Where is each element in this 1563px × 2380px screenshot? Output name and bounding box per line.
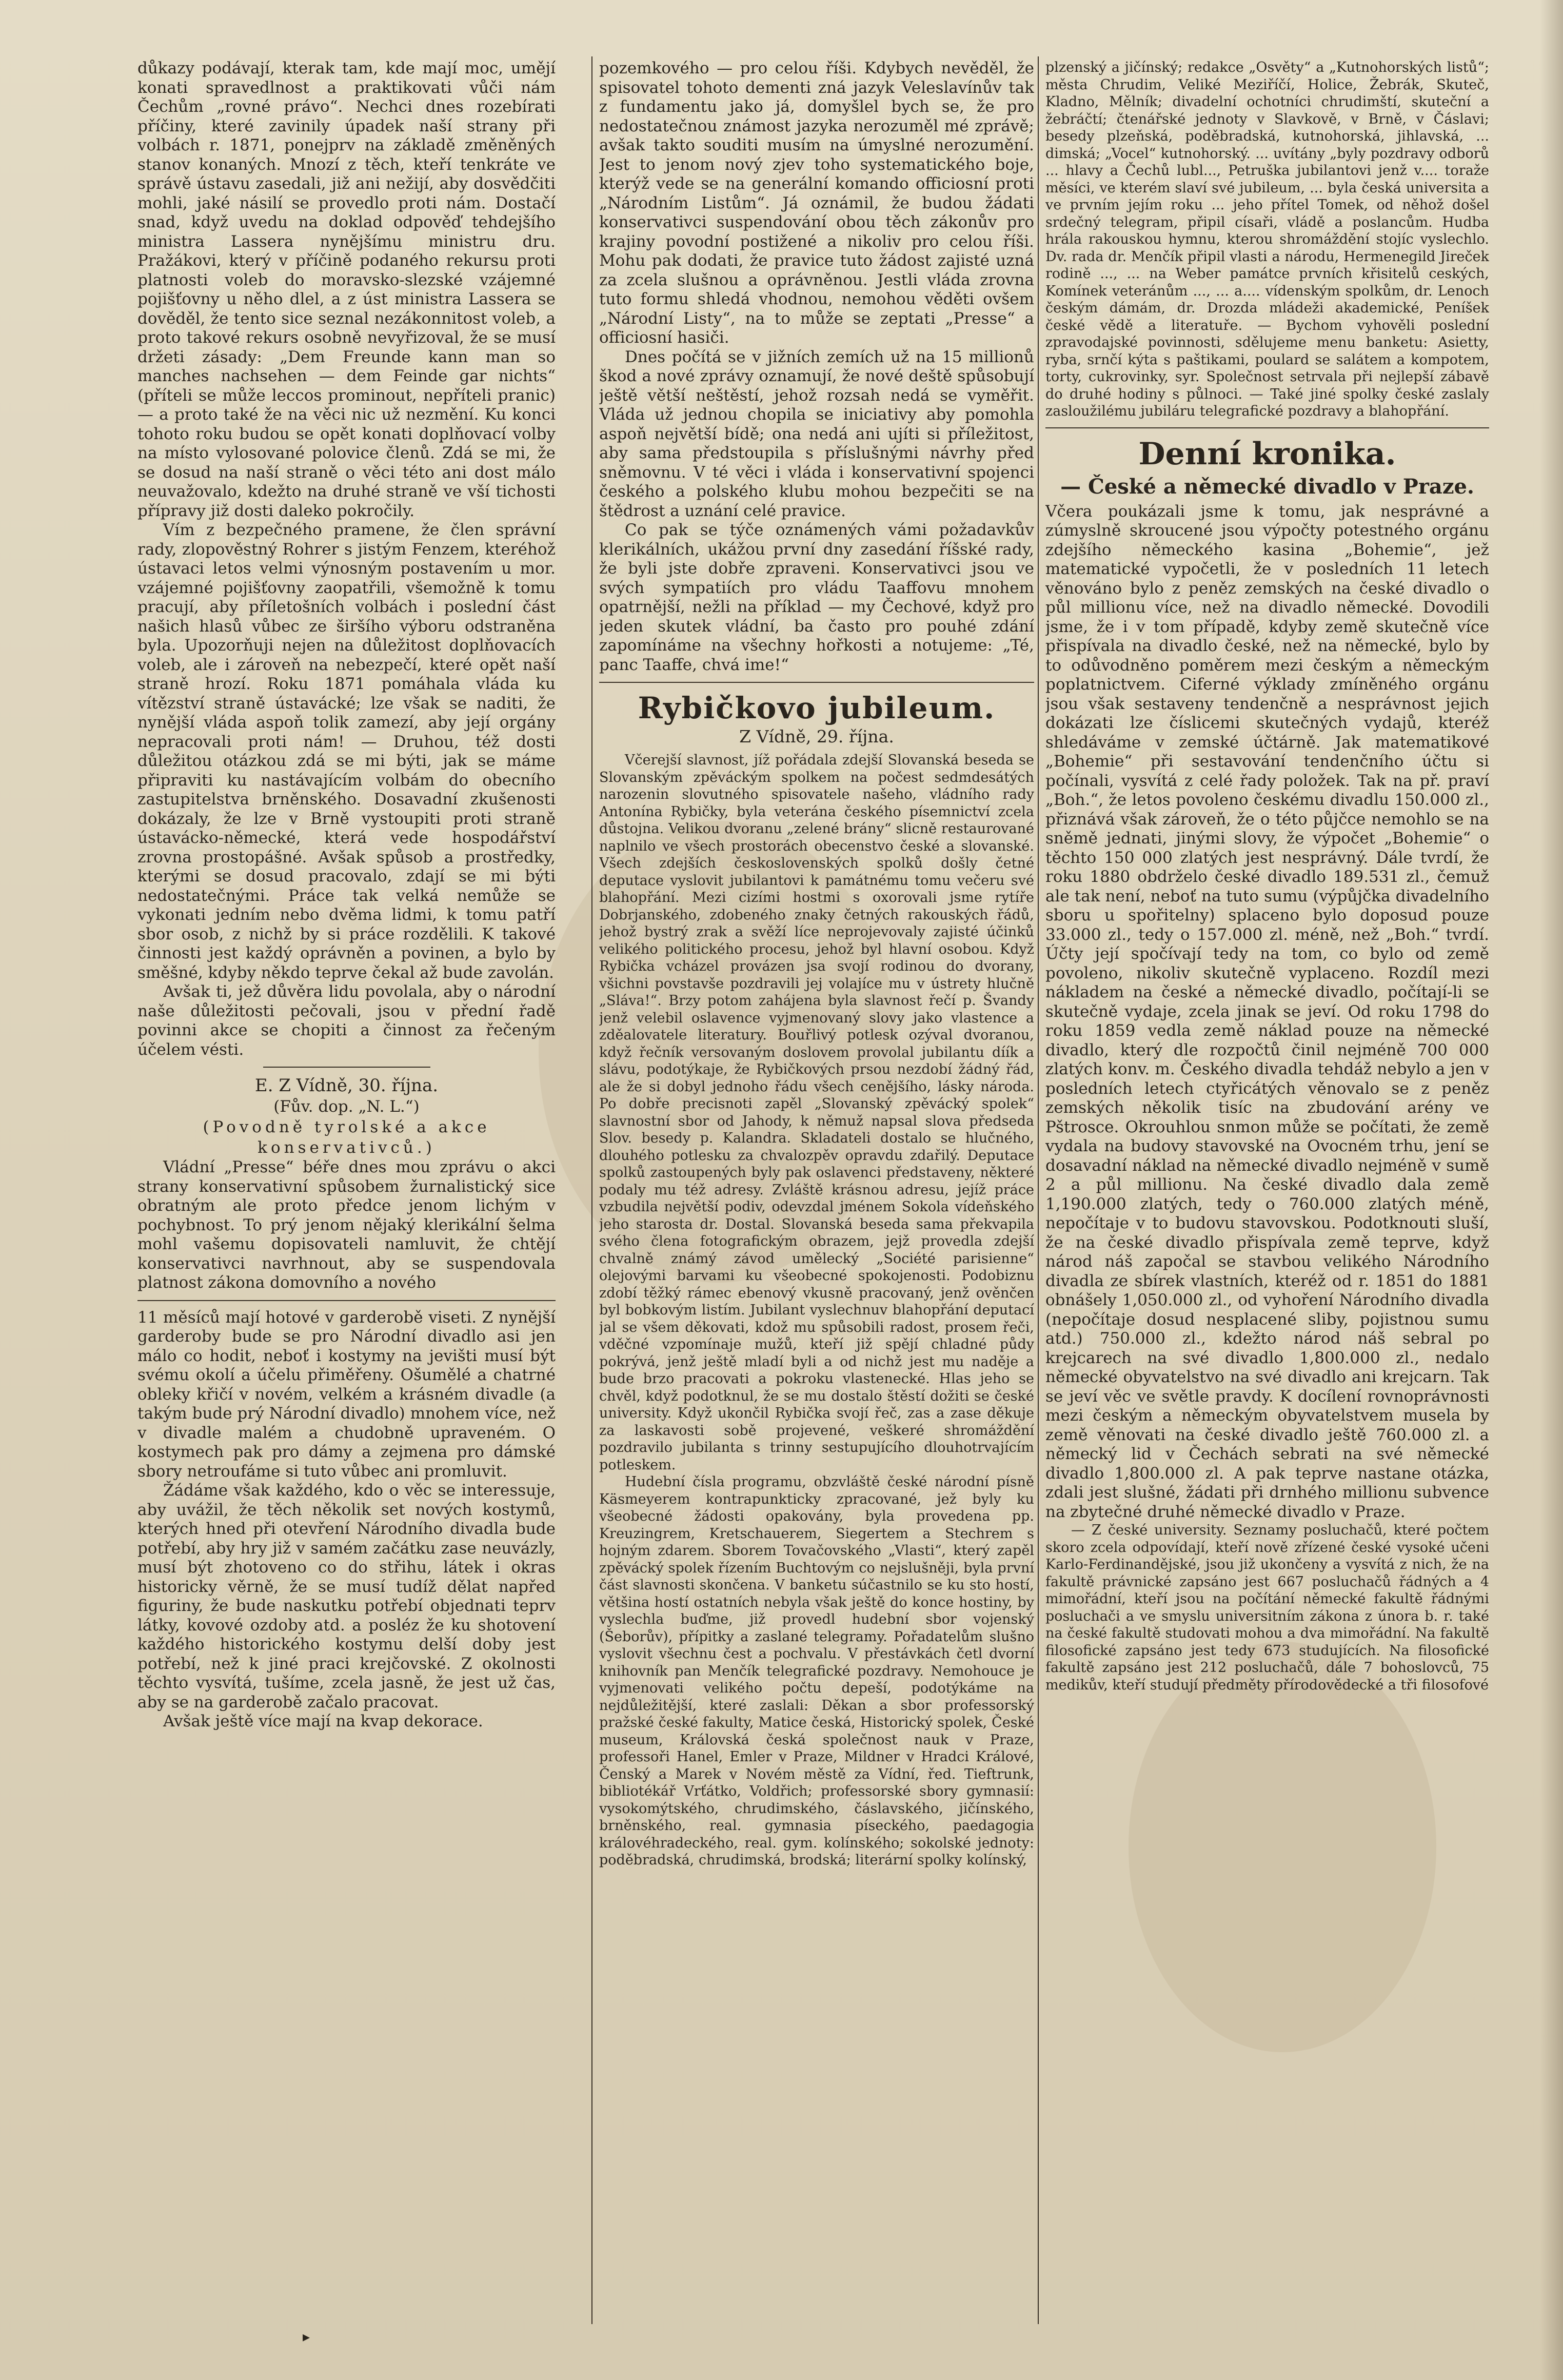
article-title: E. Z Vídně, 30. října. bbox=[254, 1075, 439, 1096]
column-1 bbox=[137, 59, 556, 2327]
article-heading: (Povodně tyrolské a akce konservativců.) bbox=[203, 1118, 490, 1157]
article-text: 11 měsíců mají hotové v garderobě viseti. Z nynější garderoby bude se pro Národní divadlo asi jen málo co hodit, neboť i kostymy na jevišti musí být svému okolí a účelu přiměřeny. Ošumělé a chatrné obleky křičí v novém, velkém a krásném divadle (a takým bude prý Národní divadlo) mnohem více, než v divadle malém a chudobně upraveném. O kostymech pak pro dámy a zejmena pro dámské sbory netroufáme si tuto vůbec ani promluvit. bbox=[137, 1308, 556, 1481]
article-source: (Fův. dop. „N. L.“) bbox=[273, 1097, 420, 1116]
footer-mark: ▸ bbox=[303, 2328, 310, 2345]
article-text: Žádáme však každého, kdo o věc se interessuje, aby uvážil, že těch několik set nových kostymů, kterých hned při otevření Národního divadla bude potřebí, aby hry již v samém začátku zase neuvázly, musí být zhotoveno co do střihu, látek i okras historicky věrně, že se musí tudíž dělat napřed figuriny, že bude naskutku potřebí objednati teprv látky, kovové ozdoby atd. a posléz že ku shotovení každého historického kostymu delší doby jest potřebí, než k jiné praci krejčovské. Z okolnosti těchto vysvítá, tušíme, zcela jasně, že jest už čas, aby se na garderobě začalo pracovat. bbox=[137, 1481, 556, 1712]
column-2 bbox=[599, 59, 1034, 2327]
article-text: pozemkového — pro celou říši. Kdybych nevěděl, že spisovatel tohoto dementi zná jazyk Veleslavínův tak z fundamentu jako já, domyšlel bych se, že pro nedostatečnou známost jazyka nerozuměl mé zprávě; avšak takto souditi musím na úmyslné nerozumění. Jest to jenom nový zjev toho systematického boje, kterýž vede se na generální komando officiosní proti „Národním Listům“. Já oznámil, že budou žádati konservativci suspendování obou těch zákonův pro krajiny povodní postižené a nikoliv pro celou říši. Mohu pak dodati, že pravice tuto žádost zajisté uzná za zcela slušnou a oprávněnou. Jestli vláda zrovna tuto formu shledá vhodnou, nemohou věděti ovšem „Národní Listy“, na to může se zeptati „Presse“ a officiosní hasiči. bbox=[599, 59, 1034, 347]
section-title: Denní kronika. bbox=[1138, 436, 1396, 472]
article-text: Avšak ještě více mají na kvap dekorace. bbox=[163, 1712, 483, 1730]
section-title: Rybičkovo jubileum. bbox=[638, 691, 996, 725]
article-text: Dnes počítá se v jižních zemích už na 15 millionů škod a nové zprávy oznamují, že nové deště spůsobují ještě větší neštěstí, jehož rozsah nedá se vyměřit. Vláda už jednou chopila se iniciativy aby pomohla aspoň největší bídě; ona nedá ani ujíti si příležitost, aby sama předstoupila s příslušnými návrhy před sněmovnu. V té věci i vláda i konservativní spojenci českého a polského klubu mohou bezpečiti se na štědrost a uznání celé pravice. bbox=[599, 347, 1034, 520]
column-rule bbox=[1038, 56, 1039, 2324]
article-text: Avšak ti, jež důvěra lidu povolala, aby o národní naše důležitosti pečovali, jsou v přední řadě povinni akce se chopiti a činnost za řečeným účelem vésti. bbox=[137, 982, 556, 1059]
article-text: — Z české university. Seznamy posluchačů, které počtem skoro zcela odpovídají, kteří nově zřízené české vysoké učeni Karlo-Ferdinandějské, jsou již ukončeny a vysvítá z nich, že na fakultě právnické zapsáno jest 667 posluchačů řádných a 4 mimořádní, kteří jsou na počítání německé fakultě řádnými posluchači a ve smyslu universitním zákona z února b. r. také na české fakultě studovati mohou a dva mimořádní. Na fakultě filosofické zapsáno jest tedy 673 studujících. Na filosofické fakultě zapsáno jest 212 posluchačů, dále 7 bohoslovců, 75 medikův, kteří studují předměty přírodovědecké a tři filosofové bbox=[1045, 1522, 1489, 1693]
article-text: Hudební čísla programu, obzvláště české národní písně Käsmeyerem kontrapunkticky zpracované, jež byly ku všeobecné žádosti opakovány, byla provedena pp. Kreuzingrem, Kretschauerem, Siegertem a Stechrem s hojným zdarem. Sborem Tovačovského „Vlasti“, který zapěl zpěvácký spolek řízením Buchtovým co nejslušněji, byla první část slavnosti skončena. V banketu súčastnilo se ku sto hostí, většina hostí ostatních nebyla však ještě do konce hostiny, by vyslechla buďme, již provedl hudební sbor vojenský (Šeborův), přípitky a zaslané telegramy. Pořadatelům slušno vyslovit všechnu čest a pochvalu. V přestávkách četl dvorní knihovník pan Menčík telegrafické pozdravy. Nemohouce je vyjmenovati velikého počtu depeší, podotýkáme na nejdůležitější, které zaslali: Děkan a sbor professorský pražské české fakulty, Matice česká, Historický spolek, České museum, Královská česká společnost nauk v Praze, professoři Hanel, Emler v Praze, Mildner v Hradci Králové, Čenský a Marek v Novém městě za Vídní, řed. Tieftrunk, bibliotékář Vrťátko, Voldřich; professorské sbory gymnasií: vysokomýtského, chrudimského, čáslavského, jičínského, brněnského, real. gymnasia píseckého, paedagogia královéhradeckého, real. gym. kolínského; sokolské jednoty: poděbradská, chrudimská, brodská; literární spolky kolínský, bbox=[599, 1474, 1034, 1868]
page-edge-shadow bbox=[1540, 0, 1563, 2380]
divider bbox=[263, 1067, 430, 1068]
article-text: Včera poukázali jsme k tomu, jak nesprávné a zúmyslně skroucené jsou výpočty potestného orgánu zdejšího německého kasina „Bohemie“, jež matematické vypočetli, že v posledních 11 letech věnováno bylo z peněz zemských na české divadlo o půl millionu více, než na divadlo německé. Dovodili jsme, že i v tom případě, kdyby země skutečně více přispívala na divadlo české, než na německé, bylo by to odůvodněno poměrem mezi českým a německým poplatnictvem. Ciferné výklady zmíněného orgánu jsou však sestaveny tendenčně a nesprávnost jejich dokázati lze číslicemi skutečných vydajů, kteréž shledáváme v zemské účtárně. Jak matematikové „Bohemie“ při sestavování tendenčního účtu si počínali, vysvítá z celé řady položek. Tak na př. praví „Boh.“, že letos povoleno českému divadlu 150.000 zl., přiznává však zároveň, že o této půjčce nemohlo se na sněmě jednati, jinými slovy, že výpočet „Bohemie“ o těchto 150 000 zlatých jest nesprávný. Dále tvrdí, že roku 1880 obdrželo české divadlo 189.531 zl., čemuž ale tak není, neboť na tuto sumu (výpůjčka divadelního sboru u spořitelny) splaceno bylo doposud pouze 33.000 zl., tedy o 157.000 zl. méně, než „Boh.“ tvrdí. Účty její spočívají tedy na tom, co bylo od země povoleno, nikoliv skutečně vyplaceno. Rozdíl mezi nákladem na české a německé divadlo, počítají-li se skutečně vydaje, zcela jinak se jeví. Od roku 1798 do roku 1859 vedla země náklad pouze na německé divadlo, který dle rozpočtů činil nejméně 700 000 zlatých konv. m. Českého divadla tehdáž nebylo a jen v posledních letech ctyřicátých věnovalo se z peněz zemských několik tisíc na zbudování arény ve Pštrosce. Okrouhlou snmon může se počítati, že země vydala na budovy stavovské na Ovocném trhu, jení se dosavadní náklad na německé divadlo nejméně v sumě 2 a půl millionu. Na české divadlo dala země 1,190.000 zlatých, tedy o 760.000 zlatých méně, nepočítaje v to budovu stavovskou. Podotknouti sluší, že na české divadlo přispívala země teprve, když národ náš započal se stavbou velikého Národního divadla ze sbírek vlastních, kteréž od r. 1851 do 1881 obnášely 1,050.000 zl., od vyhoření Národního divadla (nepočítaje dosud nesplacené sliby, pojistnou sumu atd.) 750.000 zl., kdežto národ náš sebral po krejcarech na své divadlo 1,800.000 zl., nedalo německé obyvatelstvo na své divadlo ani krejcarn. Tak se jeví věc ve světle pravdy. K docílení rovnoprávnosti mezi českým a německým obyvatelstvem musela by země věnovati na české divadlo ještě 760.000 zl. a německý lid v Čechách sebrati na své německé divadlo 1,800.000 zl. A pak teprve nastane otázka, zdali jest slušné, žádati při drnhého millionu subvence na zbytečné druhé německé divadlo v Praze. bbox=[1045, 502, 1489, 1521]
article-text: Včerejší slavnost, jíž pořádala zdejší Slovanská beseda se Slovanským zpěváckým spolkem na počest sedmdesátých narozenin slovutného spisovatele našeho, vládního rady Antonína Rybičky, byla veterána českého písemnictví zcela důstojna. Velikou dvoranu „zelené brány“ slicně restaurované naplnilo ve všech prostorách obecenstvo české a slovanské. Všech zdejších československých spolků došly četné deputace vyslovit jubilantovi k památnému tomu večeru své blahopřání. Mezi cizími hostmi s oxorovali jsme rytíře Dobrjanského, zdobeného znaky četných rakouských řádů, jehož bystrý zrak a svěží líce neprojevovaly zajisté účinků velikého politického procesu, jehož byl hlavní osobou. Když Rybička vcházel provázen jsa svojí rodinou do dvorany, všichni povstavše pozdravili jej volajíce mu v ústrety hlučně „Sláva!“. Brzy potom zahájena byla slavnost řečí p. Švandy jenž velebil oslavence vyjmenovaný slovy jako vlastence a zděalovatele literatury. Bouřlivý potlesk ozýval dvoranou, když řečník versovaným doslovem provolal jubilantu díík a slávu, podotýkaje, že Rybičkových prsou nezdobí žádný řád, ale že si dobyl jednoho řádu všech cenějšího, lásky národa. Po dobře precisnoti zapěl „Slovanský zpěvácký spolek“ slavnostní sbor od Jahody, k němuž napsal slova předseda Slov. besedy p. Kalandra. Skladateli dostalo se hlučného, dlouhého potlesku za chvalozpěv opravdu zdařilý. Deputace spolků zastoupených byly pak oslavenci představeny, některé podaly mu též adresy. Zvláště krásnou adresu, jejíž práce vzbudila největší podiv, odevzdal jménem Sokola vídeňského jeho starosta dr. Dostal. Slovanská beseda sama překvapila svého člena fotografickým obrazem, jejž provedla zdejší chvalně známý závod umělecký „Société parisienne“ olejovými barvami ku všeobecné spokojenosti. Podobiznu zdobí těžký rámec ebenový vkusně pracovaný, jenž ověnčen byl bobkovým listím. Jubilant vyslechnuv blahopřání deputací jal se všem děkovati, kdož mu spůsobili radost, prosem řeči, vděčné vzpomínaje mužů, kteří již spějí chladné půdy pokrývá, jenž ještě mladí byli a od nichž jest mu naděje a bude brzo pracovati a pokroku vlastenecké. Hlas jeho se chvěl, když podotknul, že se mu dostalo štěstí dožiti se české university. Když ukončil Rybička svojí řeč, zas a zase děkuje za laskavosti sobě projevené, veškeré shromáždění pozdravilo jubilanta s trinny sestupujícího dlouhotrvajícím potleskem. bbox=[599, 752, 1034, 1473]
article-text: plzenský a jičínský; redakce „Osvěty“ a „Kutnohorských listů“; města Chrudim, Veliké Meziříčí, Holice, Žebrák, Skuteč, Kladno, Mělník; divadelní ochotníci chrudimští, skuteční a žebráčtí; čtenářské jednoty v Slavkově, v Brně, v Čáslavi; besedy plzeňská, poděbradská, kutnohorská, jihlavská, ... dimská; „Vocel“ kutnohorský. ... uvítány „byly pozdravy odborů ... hlavy a Čechů lubl..., Petruška jubilantovi jenž v.... toraže měsíci, ve kterém slaví své jubileum, ... byla česká universita a ve prvním jejím roku ... jeho přítel Tomek, od něhož došel srdečný telegram, připil císaři, vládě a poslancům. Hudba hrála rakouskou hymnu, kterou shromáždění stojíc vyslechlo. Dv. rada dr. Menčík připil vlasti a národu, Hermenegild Jireček rodině ..., ... na Weber památce prvních křisitelů ceských, Komínek veteránům ..., ... a.... vídenským spolkům, dr. Lenoch českým dámám, dr. Drozda mládeži akademické, Peníšek české vědě a literatuře. — Bychom vyhověli poslední zpravodajské povinnosti, sdělujeme menu banketu: Asietty, ryba, srnčí kýta s paštikami, poulard se salátem a kompotem, torty, cukrovinky, syr. Společnost setrvala při nejlepší zábavě do druhé hodiny s půlnoci. — Také jiné spolky české zaslaly zasloužilému jubiláru telegrafické pozdravy a blahopřání. bbox=[1045, 60, 1489, 419]
dateline: Z Vídně, 29. října. bbox=[739, 726, 894, 746]
column-3 bbox=[1045, 59, 1489, 2327]
article-text: Co pak se týče oznámených vámi požadavkův klerikálních, ukážou první dny zasedání říšské rady, že byli jste dobře zpraveni. Konservativci jsou ve svých sympatiích pro vládu Taaffovu mnohem opatrnější, nežli na příklad — my Čechové, když pro jeden skutek vládní, ba často pro pouhé zdání zapomínáme na všechny hořkosti a notujeme: „Té, panc Taaffe, chvá ime!“ bbox=[599, 521, 1034, 674]
article-text: důkazy podávají, kterak tam, kde mají moc, umějí konati spravedlnost a praktikovati vůči nám Čechům „rovné právo“. Nechci dnes rozebírati příčiny, které zavinily úpadek naší strany při volbách r. 1871, ponejprv na základě změněných stanov konaných. Mnozí z těch, kteří tenkráte ve správě ústavu zasedali, již ani nežijí, aby dosvědčiti mohli, jaké násilí se provedlo proti nám. Dostačí snad, když uvedu na doklad odpověď tehdejšího ministra Lassera nynějšímu ministru dru. Pražákovi, který v příčině podaného rekursu proti platnosti voleb do moravsko-slezské vzájemné pojišťovny u něho dlel, a z úst ministra Lassera se dověděl, že tento sice seznal nezákonnitost voleb, a proto takové rekurs osobně nevyřizoval, že se musí držeti zásady: „Dem Freunde kann man so manches nachsehen — dem Feinde gar nichts“ (příteli se může leccos prominout, nepříteli pranic) — a proto také že na věci nic už nezmění. Ku konci tohoto roku budou se opět konati doplňovací volby na místo vylosované polovice členů. Zdá se mi, že se dosud na naší straně o věci této ani dost málo neuvažovalo, kdežto na druhé straně ve vší tichosti přípravy již dosti daleko pokročily. bbox=[137, 59, 556, 520]
divider bbox=[137, 1300, 556, 1301]
divider bbox=[599, 682, 1034, 683]
article-text: Vím z bezpečného pramene, že člen správní rady, zlopověstný Rohrer s jistým Fenzem, kteréhož ústavaci letos velmi výnosným postavením u mor. vzájemné pojišťovny zaopatřili, všemožně k tomu pracují, aby příletošních volbách i poslední část našich hlasů vůbec ze širšího výboru odstraněna byla. Upozorňuji nejen na důležitost doplňovacích voleb, ale i zároveň na nebezpečí, které opět naší straně hrozí. Roku 1871 pomáhala vláda ku vítězství straně ústavácké; lze však se naditi, že nynější vláda aspoň tolik zamezí, aby její orgány nepracovali proti nám! — Druhou, též dosti důležitou otázkou zdá se mi býti, jak se máme připraviti ku nastávajícím volbám do obecního zastupitelstva brněnského. Dosavadní zkušenosti dokázaly, že lze v Brně vystoupiti proti straně ústavácko-německé, která vede hospodářství zrovna prostopášné. Avšak spůsob a prostředky, kterými se dosud pracovalo, zdají se mi býti nedostatečnými. Práce tak velká nemůže se vykonati jedním nebo dvěma lidmi, k tomu patří sbor osob, z nichž by si práce rozdělili. K takové činnosti jest každý oprávněn a povinen, a bylo by směšné, kdyby někdo teprve čekal až bude zavolán. bbox=[137, 521, 556, 982]
divider bbox=[1045, 427, 1489, 428]
article-heading: — České a německé divadlo v Praze. bbox=[1060, 474, 1474, 499]
column-rule bbox=[591, 56, 592, 2324]
article-text: Vládní „Presse“ béře dnes mou zprávu o akci strany konservativní spůsobem žurnalistický sice obratným ale proto předce jenom lichým v pochybnost. To prý jenom nějaký klerikální šelma mohl vašemu dopisovateli namluvit, že chtějí konservativci navrhnout, aby se suspendovala platnost zákona domovního a nového bbox=[137, 1158, 556, 1292]
